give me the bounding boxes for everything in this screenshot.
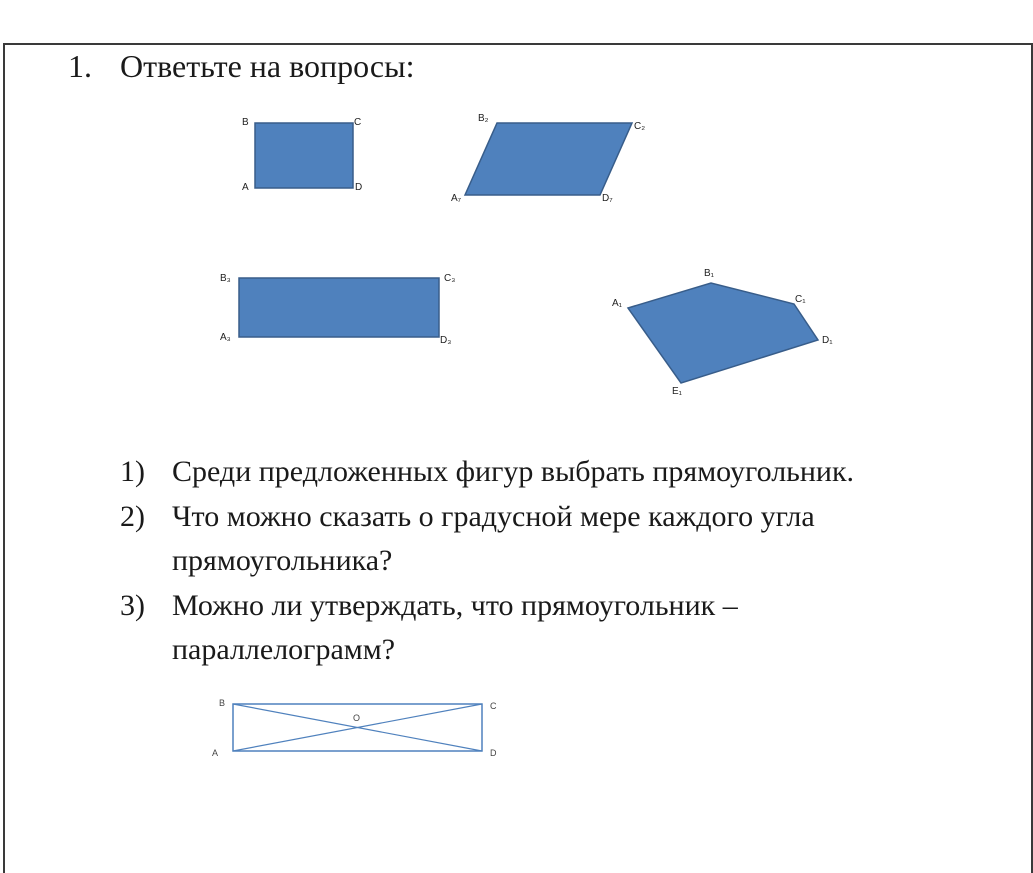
parallelogram-label-c: C₂ (634, 121, 646, 132)
question-1-number: 1) (120, 455, 145, 488)
question-2 (120, 495, 912, 583)
pentagon-label-a: A₁ (612, 298, 623, 309)
task-number: 1. (68, 48, 92, 84)
question-2-number: 2) (120, 500, 145, 533)
rectangle-label-d: D₃ (440, 335, 452, 346)
rectangle-label-c: C₃ (444, 273, 456, 284)
pentagon-label-d: D₁ (822, 335, 833, 346)
square-label-b: B (242, 117, 249, 128)
pentagon-label-b: B₁ (704, 268, 715, 279)
question-1-text: Среди предложенных фигур выбрать прямоугольник. (172, 455, 855, 488)
parallelogram-label-b: B₂ (478, 113, 489, 124)
question-1 (120, 450, 952, 494)
diagonal-label-a: A (212, 748, 219, 758)
figure-parallelogram (451, 113, 645, 204)
figure-square (242, 117, 362, 193)
diagonal-label-d: D (490, 748, 497, 758)
pentagon-label-c: C₁ (795, 294, 806, 305)
question-2-text: Что можно сказать о градусной мере каждого угла прямоугольника? (172, 500, 815, 577)
pentagon-label-e: E₁ (672, 386, 683, 397)
task-title: Ответьте на вопросы: (120, 48, 415, 84)
parallelogram-label-d: D₇ (602, 193, 613, 204)
square-label-c: C (354, 117, 362, 128)
figure-rectangle (220, 273, 455, 346)
question-3-number: 3) (120, 589, 145, 622)
parallelogram-label-a: A₇ (451, 193, 462, 204)
question-3 (120, 584, 832, 672)
diagonal-label-c: C (490, 701, 497, 711)
rectangle-label-b: B₃ (220, 273, 231, 284)
diagonal-label-o: O (353, 713, 361, 723)
rectangle-label-a: A₃ (220, 332, 231, 343)
figure-rectangle-diagonals (212, 698, 497, 758)
diagonal-label-b: B (219, 698, 226, 708)
square-label-a: A (242, 182, 249, 193)
question-3-text: Можно ли утверждать, что прямоугольник – параллелограмм? (172, 589, 738, 666)
square-label-d: D (355, 182, 363, 193)
figure-pentagon (612, 268, 833, 397)
